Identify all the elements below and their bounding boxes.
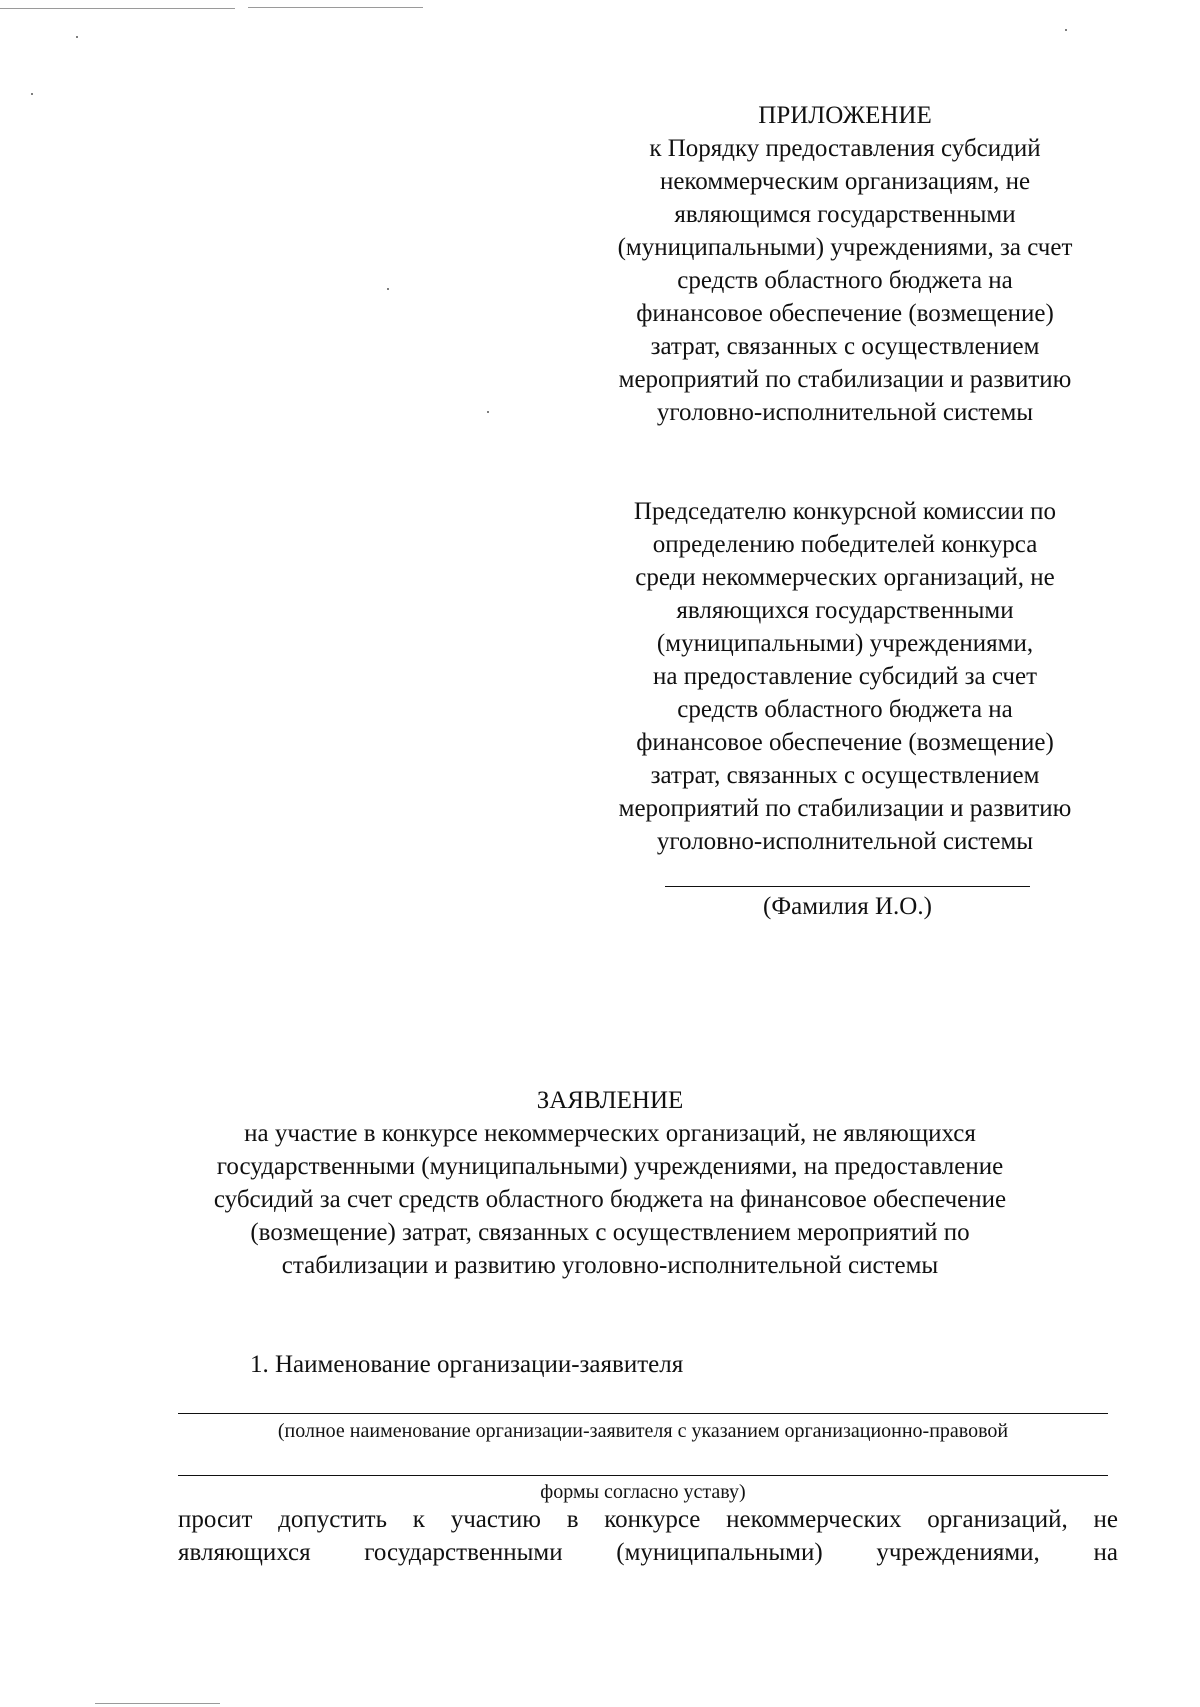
body-word: являющихся: [178, 1539, 311, 1566]
addressee-line: являющихся государственными: [676, 597, 1014, 624]
body-word: не: [1093, 1506, 1118, 1533]
scan-edge-line: [0, 8, 235, 9]
org-form-caption: формы согласно уставу): [540, 1481, 746, 1503]
addressee-line: уголовно-исполнительной системы: [656, 828, 1034, 855]
body-paragraph-line: [178, 1503, 1118, 1536]
addressee-line: определению победителей конкурса: [652, 531, 1038, 558]
addressee-line: (муниципальными) учреждениями,: [656, 630, 1034, 657]
scan-speck: [1065, 29, 1067, 31]
statement-line: субсидий за счет средств областного бюджета на финансовое обеспечение: [213, 1186, 1007, 1213]
body-word: государственными: [364, 1539, 563, 1566]
addressee-line: среди некоммерческих организаций, не: [635, 564, 1055, 591]
addressee-line: средств областного бюджета на: [677, 696, 1013, 723]
appendix-line: некоммерческим организациям, не: [659, 168, 1031, 195]
body-word: в: [566, 1506, 579, 1533]
appendix-line: средств областного бюджета на: [677, 267, 1013, 294]
body-word: к: [412, 1506, 425, 1533]
scan-edge-line: [95, 1703, 220, 1704]
appendix-line: к Порядку предоставления субсидий: [649, 135, 1041, 162]
body-word: конкурсе: [604, 1506, 701, 1533]
scan-speck: [487, 411, 489, 413]
signature-caption: (Фамилия И.О.): [763, 893, 932, 920]
body-word: на: [1093, 1539, 1118, 1566]
org-name-fill-line: [178, 1413, 1108, 1414]
scan-speck: [31, 93, 33, 95]
appendix-line: являющимся государственными: [674, 201, 1016, 228]
statement-line: государственными (муниципальными) учреждениями, на предоставление: [216, 1153, 1004, 1180]
body-word: (муниципальными): [616, 1539, 823, 1566]
statement-line: (возмещение) затрат, связанных с осуществлением мероприятий по: [250, 1219, 970, 1246]
body-paragraph-line: [178, 1536, 1118, 1569]
appendix-line: финансовое обеспечение (возмещение): [636, 300, 1054, 327]
body-word: просит: [178, 1506, 253, 1533]
appendix-header: [560, 99, 1130, 429]
addressee-line: на предоставление субсидий за счет: [652, 663, 1038, 690]
addressee-line: мероприятий по стабилизации и развитию: [618, 795, 1072, 822]
org-form-fill-line: [178, 1475, 1108, 1476]
scan-speck: [76, 36, 78, 38]
appendix-line: затрат, связанных с осуществлением: [650, 333, 1040, 360]
item-1-label: 1. Наименование организации-заявителя: [250, 1351, 684, 1378]
body-word: допустить: [278, 1506, 387, 1533]
appendix-line: уголовно-исполнительной системы: [656, 399, 1034, 426]
appendix-title: ПРИЛОЖЕНИЕ: [758, 102, 932, 129]
body-word: некоммерческих: [726, 1506, 902, 1533]
body-word: участию: [450, 1506, 541, 1533]
signature-line: [665, 886, 1030, 887]
statement-title: ЗАЯВЛЕНИЕ: [536, 1087, 684, 1114]
body-word: учреждениями,: [876, 1539, 1040, 1566]
addressee-line: затрат, связанных с осуществлением: [650, 762, 1040, 789]
scan-edge-line: [248, 7, 423, 8]
org-name-caption: (полное наименование организации-заявителя с указанием организационно-правовой: [277, 1420, 1009, 1442]
statement-header: [140, 1084, 1080, 1282]
statement-line: на участие в конкурсе некоммерческих организаций, не являющихся: [244, 1120, 976, 1147]
appendix-line: (муниципальными) учреждениями, за счет: [617, 234, 1073, 261]
appendix-line: мероприятий по стабилизации и развитию: [618, 366, 1072, 393]
body-word: организаций,: [927, 1506, 1068, 1533]
addressee-block: [560, 495, 1130, 858]
addressee-line: Председателю конкурсной комиссии по: [633, 498, 1057, 525]
statement-line: стабилизации и развитию уголовно-исполнительной системы: [281, 1252, 939, 1279]
addressee-line: финансовое обеспечение (возмещение): [636, 729, 1054, 756]
scan-speck: [387, 288, 389, 290]
